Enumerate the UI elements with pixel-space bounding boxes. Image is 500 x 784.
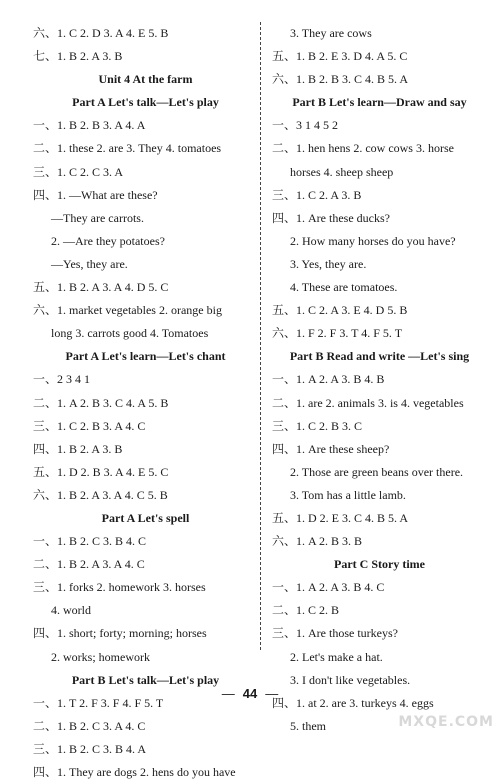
answer-line: 2. How many horses do you have? [290, 233, 456, 248]
answer-line: 六、1. B 2. B 3. C 4. B 5. A [272, 72, 409, 87]
answer-column-right [272, 22, 487, 738]
watermark-text: MXQE.COM [398, 714, 494, 730]
answer-column-left [33, 22, 258, 784]
answer-line: horses 4. sheep sheep [290, 164, 394, 179]
answer-line: 三、1. B 2. C 3. B 4. A [33, 741, 147, 756]
answer-line: 四、1. —What are these? [33, 187, 158, 202]
section-heading: Part A Let's spell [101, 510, 190, 525]
answer-line: 5. them [290, 718, 326, 733]
answer-line: 五、1. B 2. E 3. D 4. A 5. C [272, 49, 408, 64]
answer-line: 3. I don't like vegetables. [290, 672, 411, 687]
answer-line: 二、1. A 2. B 3. C 4. A 5. B [33, 395, 169, 410]
answer-line: 六、1. A 2. B 3. B [272, 534, 363, 549]
answer-line: 二、1. these 2. are 3. They 4. tomatoes [33, 141, 222, 156]
answer-line: 五、1. D 2. B 3. A 4. E 5. C [33, 464, 169, 479]
answer-line: 4. These are tomatoes. [290, 280, 398, 295]
section-heading: Part A Let's talk—Let's play [72, 95, 219, 110]
answer-line: 六、1. C 2. D 3. A 4. E 5. B [33, 26, 169, 40]
answer-line: 三、1. forks 2. homework 3. horses [33, 580, 206, 595]
footer-dash-left: — [221, 686, 235, 701]
answer-line: 七、1. B 2. A 3. B [33, 49, 123, 64]
answer-line: 五、1. C 2. A 3. E 4. D 5. B [272, 303, 408, 318]
answer-line: 一、3 1 4 5 2 [272, 118, 339, 133]
answer-line: 六、1. B 2. A 3. A 4. C 5. B [33, 487, 168, 502]
answer-line: 三、1. C 2. B 3. A 4. C [33, 418, 146, 433]
answer-line: 一、1. B 2. C 3. B 4. C [33, 534, 147, 549]
answer-line: 三、1. C 2. C 3. A [33, 164, 124, 179]
answer-line: 一、2 3 4 1 [33, 372, 91, 387]
answer-line: 三、1. C 2. A 3. B [272, 187, 362, 202]
answer-line: 3. Tom has a little lamb. [290, 487, 406, 502]
answer-line: 二、1. are 2. animals 3. is 4. vegetables [272, 395, 464, 410]
answer-line: 六、1. market vegetables 2. orange big [33, 303, 222, 318]
answer-line: 四、1. They are dogs 2. hens do you have [33, 765, 236, 779]
answer-line: 二、1. B 2. C 3. A 4. C [33, 718, 146, 733]
footer-dash-right: — [265, 686, 279, 701]
section-heading: Part B Let's learn—Draw and say [292, 95, 467, 110]
section-heading: Part B Read and write —Let's sing [289, 349, 470, 364]
answer-line: 一、1. T 2. F 3. F 4. F 5. T [33, 695, 164, 710]
answer-line: 六、1. F 2. F 3. T 4. F 5. T [272, 326, 403, 341]
page-number: 44 [242, 686, 258, 701]
answer-line: 二、1. hen hens 2. cow cows 3. horse [272, 141, 454, 156]
answer-line: long 3. carrots good 4. Tomatoes [51, 326, 209, 341]
column-divider [260, 22, 261, 650]
answer-line: 三、1. C 2. B 3. C [272, 418, 363, 433]
watermark-logo [374, 690, 494, 730]
answer-line: 三、1. Are those turkeys? [272, 626, 398, 641]
answer-line: 一、1. B 2. B 3. A 4. A [33, 118, 146, 133]
answer-line: 4. world [51, 603, 91, 618]
answer-line: 四、1. B 2. A 3. B [33, 441, 123, 456]
answer-line: 四、1. Are these sheep? [272, 441, 390, 456]
answer-line: 3. They are cows [290, 26, 372, 40]
answer-line: 四、1. short; forty; morning; horses [33, 626, 207, 641]
answer-line: 五、1. D 2. E 3. C 4. B 5. A [272, 510, 409, 525]
answer-line: 五、1. B 2. A 3. A 4. D 5. C [33, 280, 169, 295]
answer-line: 四、1. Are these ducks? [272, 210, 390, 225]
answer-line: 四、1. at 2. are 3. turkeys 4. eggs [272, 695, 434, 710]
answer-line: 2. Let's make a hat. [290, 649, 383, 664]
answer-line: 2. —Are they potatoes? [51, 233, 165, 248]
section-heading: Part A Let's learn—Let's chant [65, 349, 226, 364]
answer-line: 2. Those are green beans over there. [290, 464, 464, 479]
answer-line: —Yes, they are. [51, 256, 128, 271]
answer-line: 二、1. C 2. B [272, 603, 340, 618]
section-heading: Part C Story time [334, 557, 425, 572]
answer-line: 2. works; homework [51, 649, 150, 664]
section-heading: Unit 4 At the farm [98, 72, 193, 87]
answer-line: 3. Yes, they are. [290, 256, 367, 271]
section-heading: Part B Let's talk—Let's play [71, 672, 220, 687]
answer-line: —They are carrots. [51, 210, 144, 225]
answer-line: 二、1. B 2. A 3. A 4. C [33, 557, 145, 572]
answer-line: 一、1. A 2. A 3. B 4. B [272, 372, 385, 387]
answer-line: 一、1. A 2. A 3. B 4. C [272, 580, 385, 595]
